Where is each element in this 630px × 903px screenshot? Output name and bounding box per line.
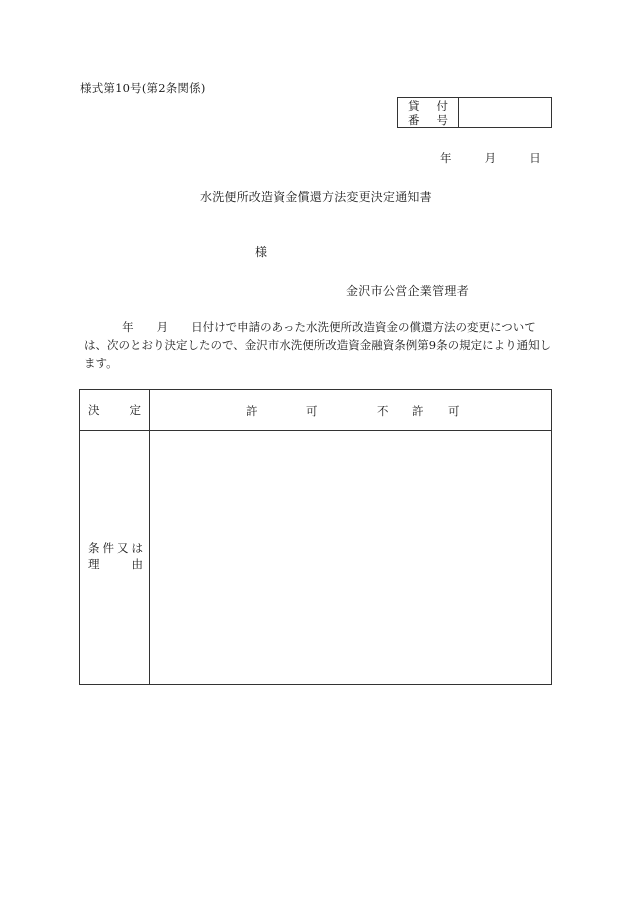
decision-label-char: 決 — [88, 403, 100, 417]
conditions-label-char: 件 — [102, 541, 114, 555]
deny-option-char[interactable]: 可 — [448, 404, 460, 418]
document-title: 水洗便所改造資金償還方法変更決定通知書 — [200, 190, 432, 204]
permit-option-char[interactable]: 許 — [246, 404, 258, 418]
deny-option-char[interactable]: 不 — [377, 404, 389, 418]
decision-options — [150, 390, 551, 430]
decision-label — [80, 390, 149, 430]
loan-number-label — [398, 98, 459, 127]
loan-number-value[interactable] — [459, 98, 551, 127]
loan-number-box — [397, 97, 552, 128]
issuer-name: 金沢市公営企業管理者 — [346, 284, 470, 298]
conditions-label-char: は — [131, 541, 143, 555]
loan-label-char: 番 — [408, 113, 420, 127]
deny-option-char[interactable]: 許 — [412, 404, 424, 418]
loan-label-char: 付 — [436, 99, 448, 113]
conditions-value-field[interactable] — [150, 431, 551, 684]
decision-label-char: 定 — [129, 403, 141, 417]
conditions-label-char: 条 — [88, 541, 100, 555]
notice-body-text: 年 月 日付けで申請のあった水洗便所改造資金の償還方法の変更については、次のとおり決定したので、金沢市水洗便所改造資金融資条例第9条の規定により通知します。 — [84, 320, 552, 370]
conditions-label-char: 理 — [88, 557, 100, 571]
loan-label-char: 貸 — [408, 99, 420, 113]
decision-table — [79, 389, 552, 685]
conditions-label-char: 又 — [117, 541, 129, 555]
conditions-label-char: 由 — [131, 557, 143, 571]
date-line: 年 月 日 — [440, 151, 541, 165]
addressee-honorific: 様 — [255, 245, 268, 259]
conditions-label — [80, 540, 149, 572]
permit-option-char[interactable]: 可 — [306, 404, 318, 418]
loan-label-char: 号 — [436, 113, 448, 127]
form-number-label: 様式第10号(第2条関係) — [80, 81, 206, 95]
